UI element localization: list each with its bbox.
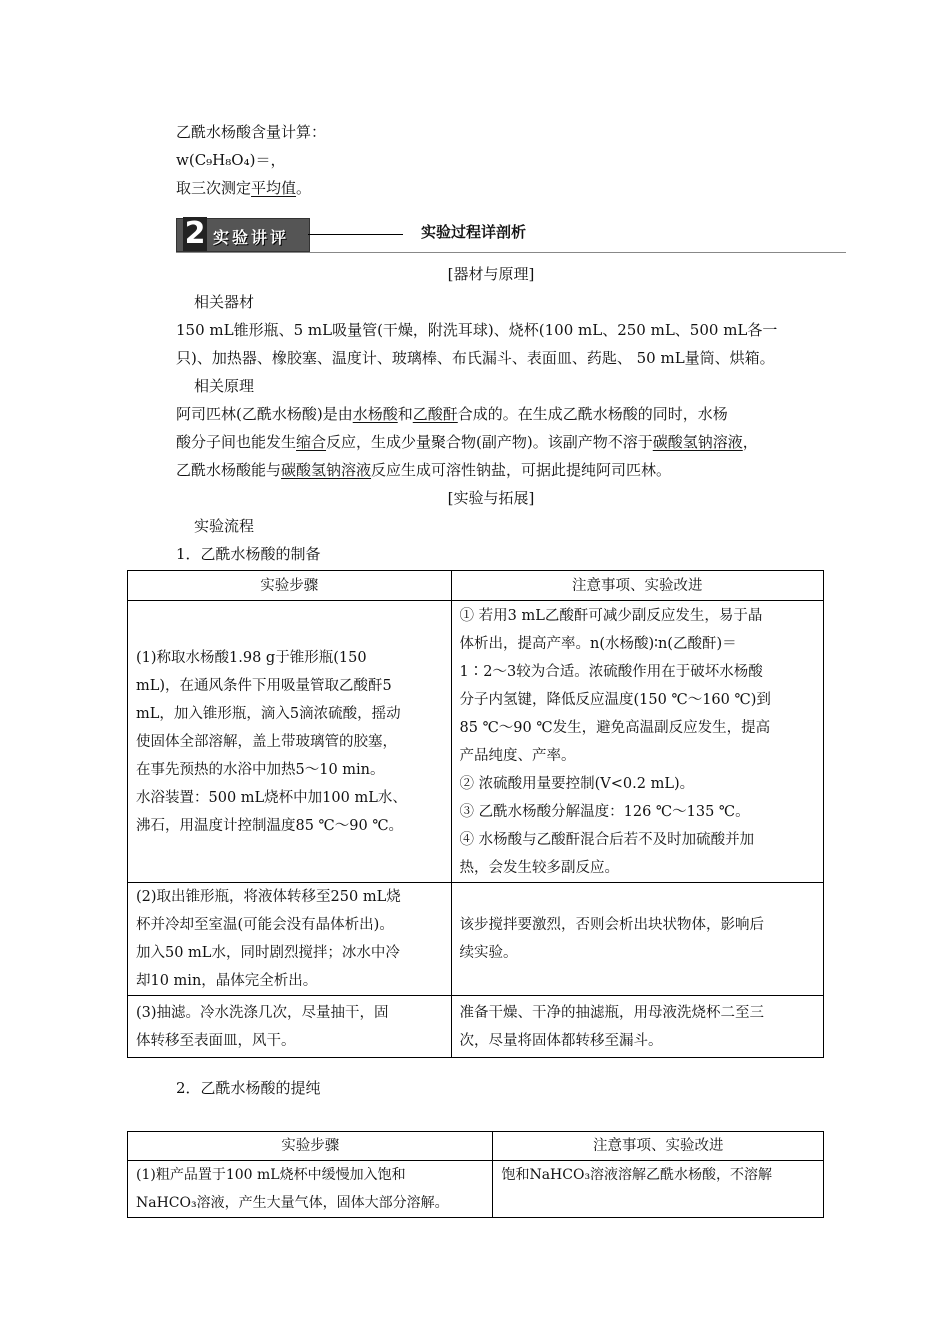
table-row bbox=[128, 601, 824, 883]
section-label: 实验讲评 bbox=[213, 228, 290, 247]
step-cell bbox=[128, 1161, 493, 1218]
note-line: 准备干燥、干净的抽滤瓶，用母液洗烧杯二至三 bbox=[459, 1004, 765, 1021]
intro-line-3-suffix: 。 bbox=[296, 179, 312, 197]
step-line: mL)，在通风条件下用吸量管取乙酸酐5 bbox=[136, 677, 392, 694]
materials-heading: [器材与原理] bbox=[447, 265, 535, 283]
section-title: 实验过程详剖析 bbox=[421, 223, 527, 241]
step-line: (1)称取水杨酸1.98 g于锥形瓶(150 bbox=[136, 649, 367, 666]
term-sodium-bicarbonate-1: 碳酸氢钠溶液 bbox=[652, 433, 743, 451]
equipment-line-1: 150 mL锥形瓶、5 mL吸量管(干燥，附洗耳球)、烧杯(100 mL、250 mL、500 mL各一 bbox=[176, 321, 778, 339]
note-line: 产品纯度、产率。 bbox=[459, 747, 576, 764]
section-header bbox=[176, 216, 846, 252]
part-1-title: 1．乙酰水杨酸的制备 bbox=[176, 545, 321, 563]
principle-2b: 反应，生成少量聚合物(副产物)。该副产物不溶于 bbox=[326, 433, 653, 451]
principle-line-3 bbox=[176, 456, 671, 484]
note-line: 热，会发生较多副反应。 bbox=[459, 859, 620, 876]
part-2-title: 2．乙酰水杨酸的提纯 bbox=[176, 1079, 321, 1097]
note-cell bbox=[451, 601, 823, 883]
note-line: ④ 水杨酸与乙酸酐混合后若不及时加硫酸并加 bbox=[459, 831, 755, 848]
principle-2a: 酸分子间也能发生 bbox=[176, 433, 297, 451]
note-line: 饱和NaHCO₃溶液溶解乙酰水杨酸，不溶解 bbox=[501, 1167, 773, 1183]
preparation-table bbox=[127, 570, 824, 1058]
step-line: 使固体全部溶解，盖上带玻璃管的胶塞， bbox=[136, 733, 397, 750]
note-cell bbox=[493, 1161, 824, 1218]
note-line: 85 ℃～90 ℃发生，避免高温副反应发生，提高 bbox=[459, 719, 771, 736]
step-line: mL，加入锥形瓶，滴入5滴浓硫酸，摇动 bbox=[136, 705, 401, 722]
step-line: 沸石，用温度计控制温度85 ℃～90 ℃。 bbox=[136, 817, 404, 834]
step-line: (1)粗产品置于100 mL烧杯中缓慢加入饱和 bbox=[136, 1167, 406, 1183]
principle-3a: 乙酰水杨酸能与 bbox=[176, 461, 282, 479]
section-connector-line bbox=[308, 234, 403, 235]
step-line: 杯并冷却至室温(可能会没有晶体析出)。 bbox=[136, 917, 394, 933]
header-notes: 注意事项、实验改进 bbox=[493, 1132, 824, 1161]
note-line: 续实验。 bbox=[459, 945, 518, 961]
step-line: 却10 min，晶体完全析出。 bbox=[136, 973, 318, 989]
header-steps: 实验步骤 bbox=[128, 1132, 493, 1161]
intro-line-3 bbox=[176, 174, 311, 202]
intro-line-1: 乙酰水杨酸含量计算： bbox=[176, 123, 327, 141]
note-line: 体析出，提高产率。n(水杨酸)∶n(乙酸酐)＝ bbox=[459, 635, 737, 652]
section-badge bbox=[176, 218, 310, 252]
experiment-heading: [实验与拓展] bbox=[447, 489, 535, 507]
step-cell bbox=[128, 883, 452, 996]
table-row bbox=[128, 883, 824, 996]
step-line: (2)取出锥形瓶，将液体转移至250 mL烧 bbox=[136, 889, 401, 905]
term-sodium-bicarbonate-2: 碳酸氢钠溶液 bbox=[281, 461, 372, 479]
principle-line-2 bbox=[176, 428, 758, 456]
intro-average-term: 平均值 bbox=[251, 179, 297, 197]
principle-1b: 和 bbox=[397, 405, 413, 423]
principle-1c: 合成的。在生成乙酰水杨酸的同时，水杨 bbox=[457, 405, 728, 423]
step-line: 在事先预热的水浴中加热5～10 min。 bbox=[136, 761, 385, 778]
step-line: 加入50 mL水，同时剧烈搅拌；冰水中冷 bbox=[136, 945, 400, 961]
note-line: 1∶2～3较为合适。浓硫酸作用在于破坏水杨酸 bbox=[459, 663, 763, 680]
note-line: ① 若用3 mL乙酸酐可减少副反应发生，易于晶 bbox=[459, 607, 763, 624]
header-notes: 注意事项、实验改进 bbox=[451, 571, 823, 601]
principle-2c: ， bbox=[742, 433, 758, 451]
term-condensation: 缩合 bbox=[296, 433, 327, 451]
table-row bbox=[128, 1161, 824, 1218]
equipment-title: 相关器材 bbox=[194, 293, 255, 311]
header-steps: 实验步骤 bbox=[128, 571, 452, 601]
intro-line-2: w(C₉H₈O₄)＝， bbox=[176, 151, 286, 169]
note-line: 该步搅拌要激烈，否则会析出块状物体，影响后 bbox=[459, 917, 765, 933]
note-cell bbox=[451, 883, 823, 996]
intro-line-3-prefix: 取三次测定 bbox=[176, 179, 252, 197]
section-divider bbox=[176, 252, 846, 253]
principle-title: 相关原理 bbox=[194, 377, 255, 395]
principle-3b: 反应生成可溶性钠盐，可据此提纯阿司匹林。 bbox=[371, 461, 672, 479]
principle-line-1 bbox=[176, 400, 728, 428]
term-acetic-anhydride: 乙酸酐 bbox=[412, 405, 458, 423]
step-line: (3)抽滤。冷水洗涤几次，尽量抽干，固 bbox=[136, 1004, 389, 1021]
flow-title: 实验流程 bbox=[194, 517, 255, 535]
note-line: ③ 乙酰水杨酸分解温度：126 ℃～135 ℃。 bbox=[459, 803, 750, 820]
purification-table bbox=[127, 1131, 824, 1218]
step-line: 体转移至表面皿，风干。 bbox=[136, 1032, 296, 1049]
table-header-row bbox=[128, 1132, 824, 1161]
note-cell bbox=[451, 996, 823, 1058]
step-cell bbox=[128, 996, 452, 1058]
note-line: 分子内氢键，降低反应温度(150 ℃～160 ℃)到 bbox=[459, 691, 771, 708]
note-line: ② 浓硫酸用量要控制(V<0.2 mL)。 bbox=[459, 775, 695, 792]
step-line: NaHCO₃溶液，产生大量气体，固体大部分溶解。 bbox=[136, 1195, 449, 1211]
step-line: 水浴装置：500 mL烧杯中加100 mL水、 bbox=[136, 789, 407, 806]
table-header-row bbox=[128, 571, 824, 601]
table-row bbox=[128, 996, 824, 1058]
note-line: 次，尽量将固体都转移至漏斗。 bbox=[459, 1032, 663, 1049]
section-number: 2 bbox=[184, 216, 206, 251]
step-cell bbox=[128, 601, 452, 883]
term-salicylic-acid: 水杨酸 bbox=[352, 405, 398, 423]
principle-1a: 阿司匹林(乙酰水杨酸)是由 bbox=[176, 405, 353, 423]
equipment-line-2: 只)、加热器、橡胶塞、温度计、玻璃棒、布氏漏斗、表面皿、药匙、 50 mL量筒、烘箱。 bbox=[176, 349, 775, 367]
